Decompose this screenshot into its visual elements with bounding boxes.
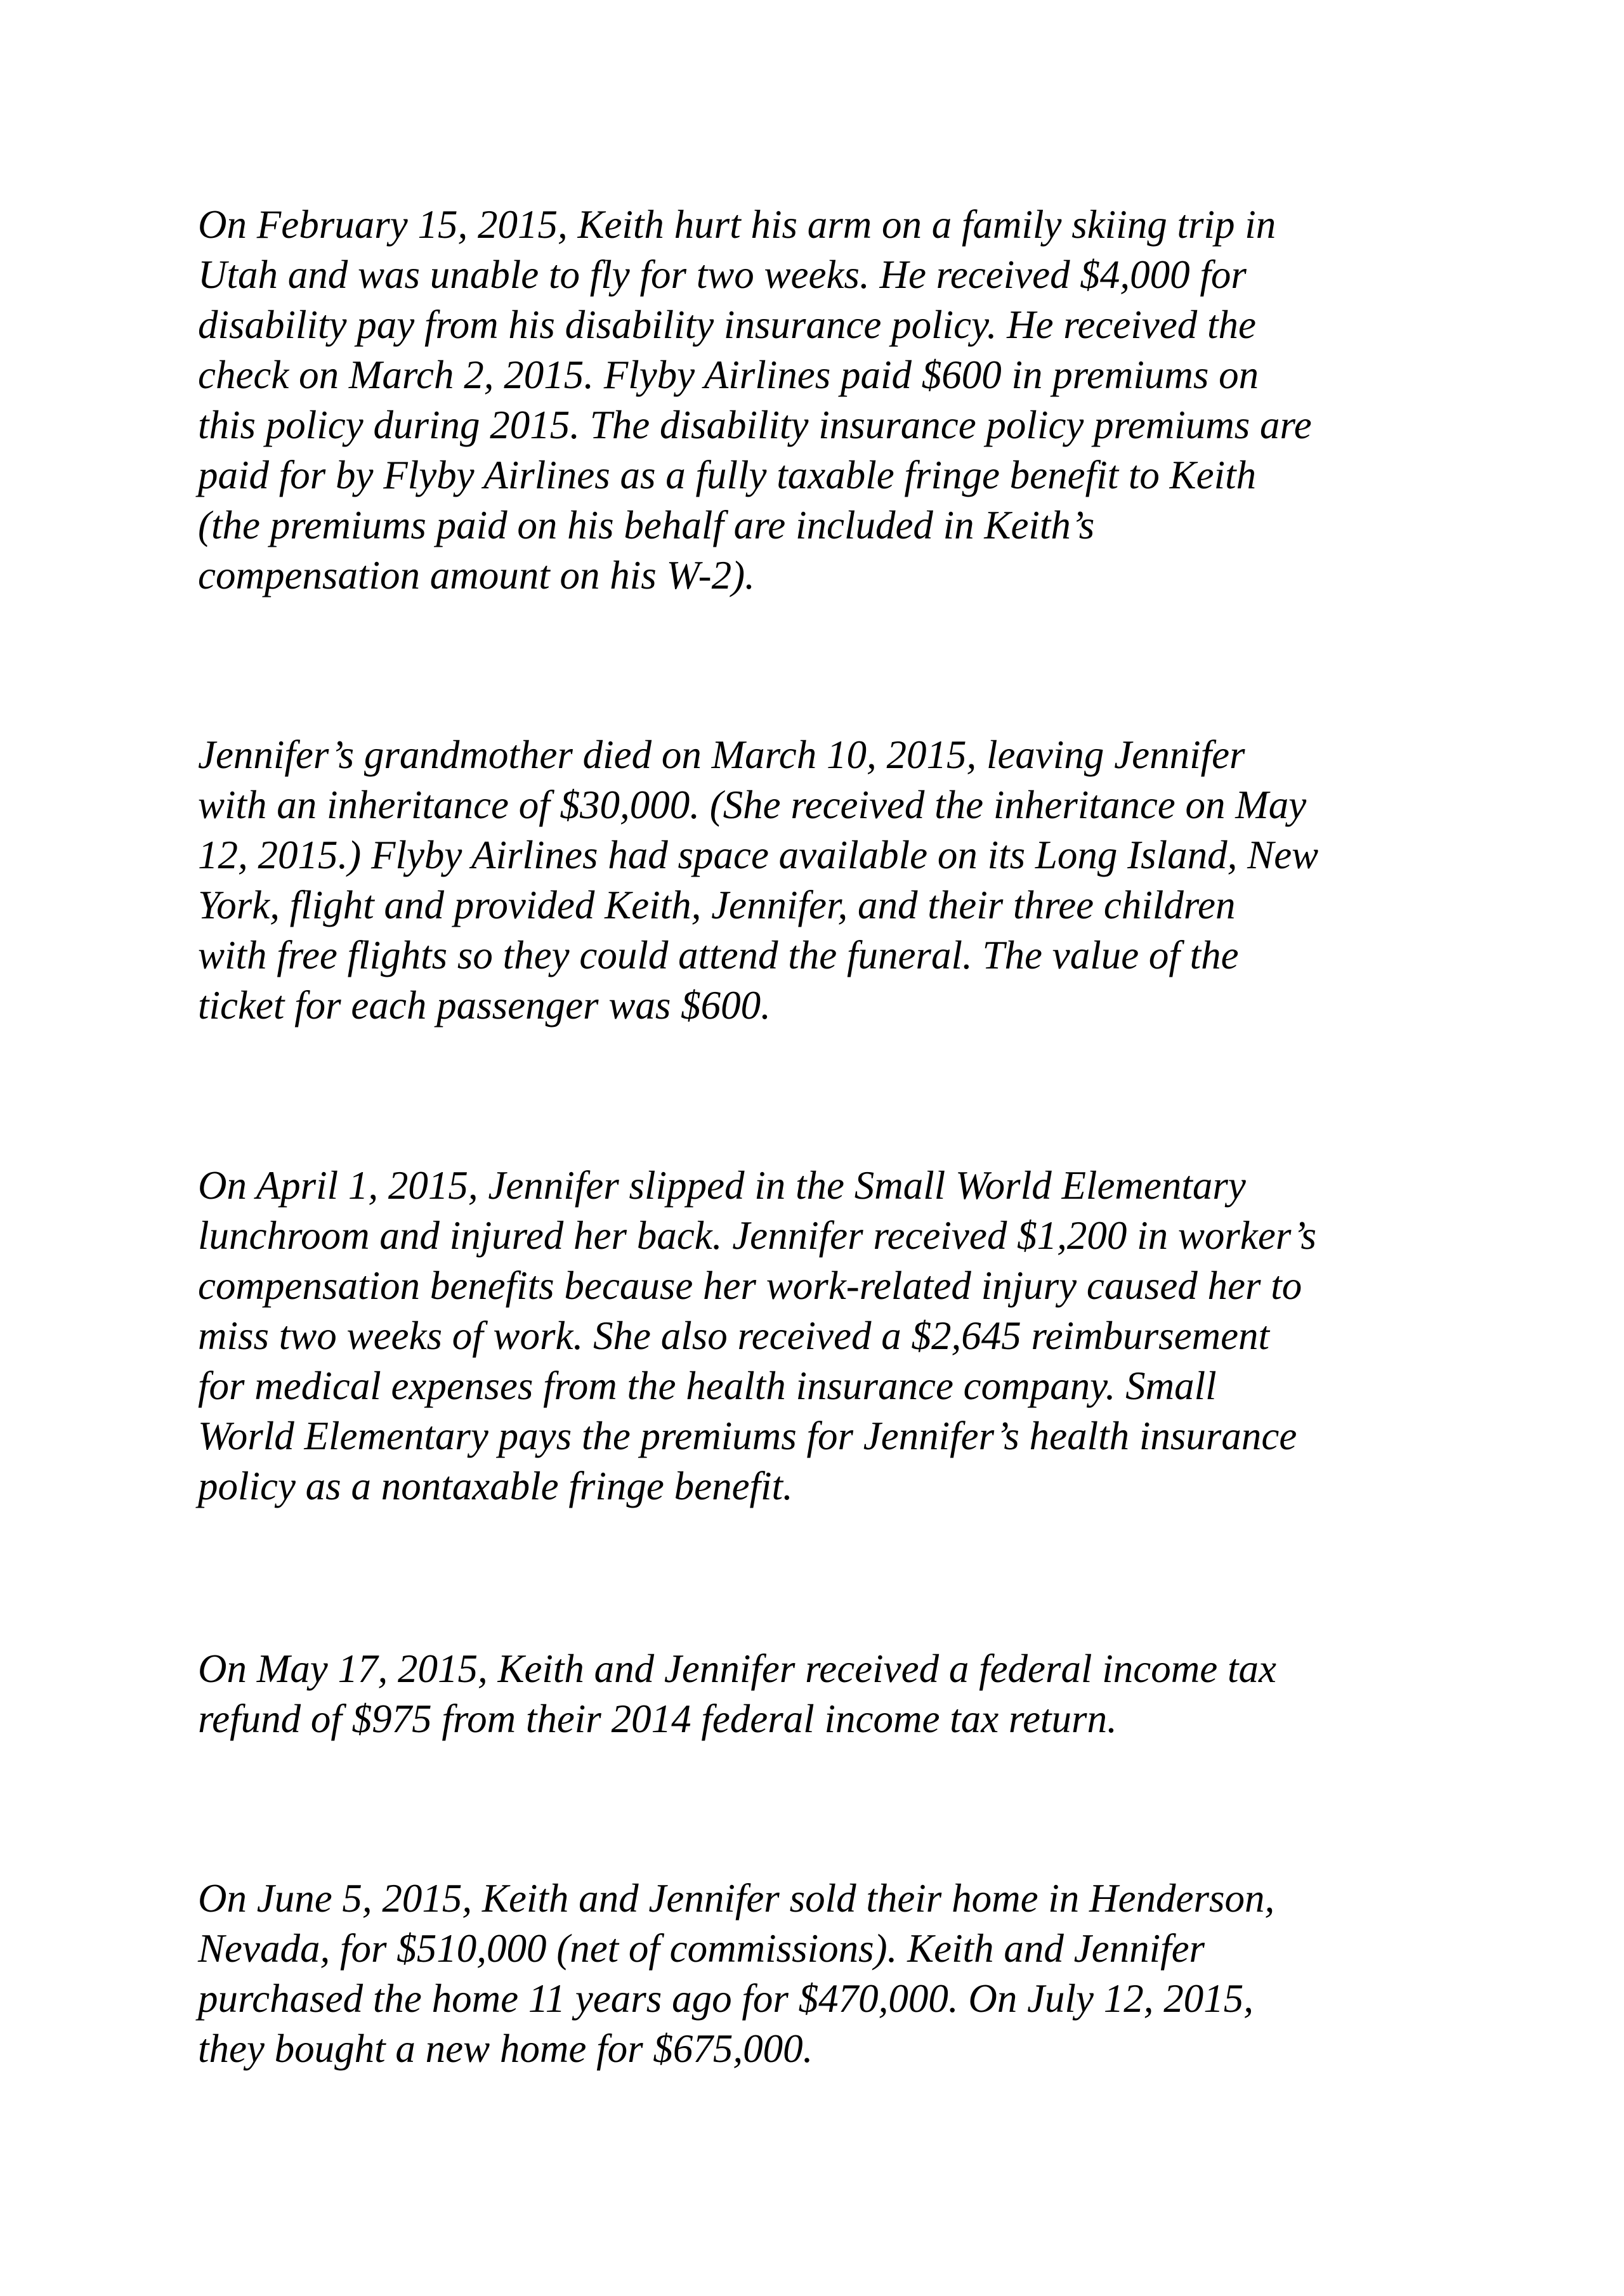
- text-line: York, flight and provided Keith, Jennifer, and their three children: [198, 883, 1236, 927]
- text-line: miss two weeks of work. She also received a $2,645 reimbursement: [198, 1314, 1270, 1358]
- text-line: Nevada, for $510,000 (net of commissions). Keith and Jennifer: [198, 1926, 1205, 1971]
- text-line: refund of $975 from their 2014 federal income tax return.: [198, 1697, 1117, 1741]
- text-line: policy as a nontaxable fringe benefit.: [198, 1464, 793, 1508]
- text-line: disability pay from his disability insurance policy. He received the: [198, 303, 1256, 347]
- text-line: 12, 2015.) Flyby Airlines had space available on its Long Island, New: [198, 833, 1319, 877]
- paragraph-workers-compensation: [198, 1161, 1467, 1511]
- text-line: lunchroom and injured her back. Jennifer received $1,200 in worker’s: [198, 1213, 1317, 1258]
- text-line: ticket for each passenger was $600.: [198, 983, 771, 1027]
- text-line: check on March 2, 2015. Flyby Airlines paid $600 in premiums on: [198, 353, 1259, 397]
- text-line: compensation benefits because her work-related injury caused her to: [198, 1263, 1302, 1308]
- text-line: On February 15, 2015, Keith hurt his arm on a family skiing trip in: [198, 202, 1276, 247]
- text-line: compensation amount on his W-2).: [198, 553, 755, 597]
- text-line: purchased the home 11 years ago for $470,000. On July 12, 2015,: [198, 1976, 1254, 2021]
- text-line: On May 17, 2015, Keith and Jennifer received a federal income tax: [198, 1647, 1276, 1691]
- text-line: World Elementary pays the premiums for Jennifer’s health insurance: [198, 1414, 1297, 1458]
- paragraph-home-sale: [198, 1874, 1467, 2074]
- text-line: (the premiums paid on his behalf are included in Keith’s: [198, 503, 1095, 547]
- text-line: paid for by Flyby Airlines as a fully taxable fringe benefit to Keith: [198, 453, 1257, 497]
- text-line: Utah and was unable to fly for two weeks. He received $4,000 for: [198, 252, 1247, 297]
- paragraph-tax-refund: [198, 1644, 1467, 1744]
- paragraph-inheritance: [198, 730, 1467, 1031]
- paragraph-disability-pay: [198, 200, 1467, 601]
- text-line: On June 5, 2015, Keith and Jennifer sold their home in Henderson,: [198, 1876, 1275, 1921]
- text-line: this policy during 2015. The disability insurance policy premiums are: [198, 403, 1312, 447]
- text-line: with free flights so they could attend the funeral. The value of the: [198, 933, 1239, 977]
- text-line: they bought a new home for $675,000.: [198, 2026, 813, 2071]
- text-line: On April 1, 2015, Jennifer slipped in the Small World Elementary: [198, 1163, 1246, 1208]
- text-line: for medical expenses from the health insurance company. Small: [198, 1364, 1217, 1408]
- text-line: Jennifer’s grandmother died on March 10, 2015, leaving Jennifer: [198, 733, 1245, 777]
- text-line: with an inheritance of $30,000. (She received the inheritance on May: [198, 783, 1307, 827]
